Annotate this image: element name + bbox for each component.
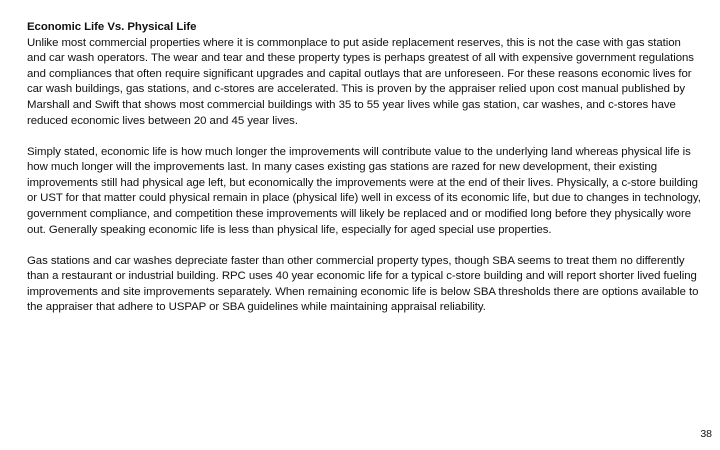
document-body bbox=[27, 20, 701, 316]
page-number: 38 bbox=[700, 428, 712, 440]
paragraph-economic-vs-physical: Simply stated, economic life is how much longer the improvements will contribute value to the underlying land whereas physical life is how much longer will the improvements last. In many cases existing gas stations are razed for new development, their existing improvements still had physical age left, but economically the improvements were at the end of their lives. Physically, a c-store building or UST for that matter could physical remain in place (physical life) well in excess of its economic life, but due to changes in technology, government compliance, and competition these improvements will likely be replaced and or modified long before they physically wore out. Generally speaking economic life is less than physical life, especially for aged special use properties. bbox=[27, 145, 701, 236]
section-heading: Economic Life Vs. Physical Life bbox=[27, 21, 197, 33]
paragraph-depreciation: Gas stations and car washes depreciate faster than other commercial property types, though SBA seems to treat them no differently than a restaurant or industrial building. RPC uses 40 year economic life for a typical c-store building and will report shorter lived fueling improvements and site improvements separately. When remaining economic life is below SBA thresholds there are options available to the appraiser that adhere to USPAP or SBA guidelines while maintaining appraisal reliability. bbox=[27, 254, 699, 314]
paragraph-replacement-reserves: Unlike most commercial properties where it is commonplace to put aside replacement reserves, this is not the case with gas station and car wash operators. The wear and tear and these property types is perhaps greatest of all with expensive government regulations and compliances that often require significant upgrades and capital outlays that are unforeseen. For these reasons economic lives for car wash buildings, gas stations, and c-stores are accelerated. This is proven by the appraiser relied upon cost manual published by Marshall and Swift that shows most commercial buildings with 35 to 55 year lives while gas station, car washes, and c-stores have reduced economic lives between 20 and 45 year lives. bbox=[27, 36, 694, 127]
